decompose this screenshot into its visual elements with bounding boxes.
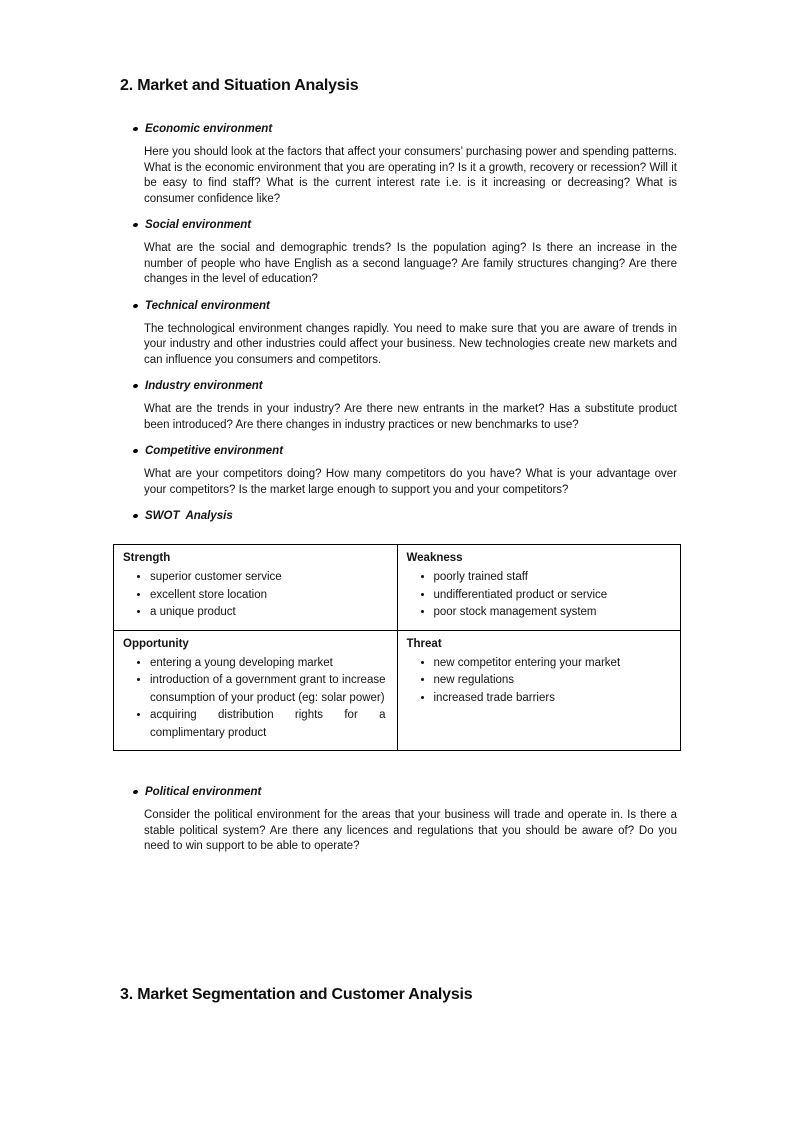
swot-table xyxy=(113,544,681,751)
section-title-label: Political environment xyxy=(145,786,262,798)
list-item: • new competitor entering your market xyxy=(434,655,672,673)
list-item: • superior customer service xyxy=(150,569,388,587)
section-paragraph-technical: The technological environment changes rapidly. You need to make sure that you are aware of trends in your industry and other industries could affect your business. New technologies create new markets and can influence you consumers and competitors. xyxy=(144,322,677,366)
section-title-social xyxy=(133,218,677,232)
section-paragraph-competitive: What are your competitors doing? How many competitors do you have? What is your advantage over your competitors? Is the market large enough to support you and your competitors? xyxy=(144,468,677,496)
list-item: • excellent store location xyxy=(150,587,388,605)
section-title-label: Technical environment xyxy=(145,299,270,312)
list-item: • poor stock management system xyxy=(434,604,672,622)
section-title-political xyxy=(133,785,677,799)
bullet-icon xyxy=(132,126,138,131)
swot-cell-title: Threat xyxy=(406,637,442,650)
section-title-economic xyxy=(133,122,677,136)
swot-cell-title: Weakness xyxy=(406,552,463,564)
section-title-competitive xyxy=(133,444,677,458)
section-title-industry xyxy=(133,379,677,393)
bullet-icon xyxy=(132,383,138,388)
bullet-icon xyxy=(132,222,138,227)
bullet-icon xyxy=(132,448,138,453)
swot-threat-list xyxy=(407,655,672,708)
list-item: • introduction of a government grant to increase consumption of your product (eg: solar power) xyxy=(150,672,388,707)
section-paragraph-political: Consider the political environment for the areas that your business will trade and operate in. Is there a stable political system? Are there any licences and regulations that you should be aware of? Do you need to win support to be able to operate? xyxy=(144,809,677,852)
list-item: • acquiring distribution rights for a complimentary product xyxy=(150,707,388,742)
list-item: • undifferentiated product or service xyxy=(434,587,672,605)
section-title-label: Social environment xyxy=(145,219,252,231)
section-economic xyxy=(120,122,677,207)
section-paragraph-industry: What are the trends in your industry? Are there new entrants in the market? Has a substitute product been introduced? Are there changes in industry practices or new benchmarks to use? xyxy=(144,403,677,431)
section-title-label: Competitive environment xyxy=(145,445,284,457)
swot-cell-weakness xyxy=(397,545,681,631)
section-competitive xyxy=(120,444,677,498)
list-item: • new regulations xyxy=(434,672,672,690)
section-title-swot xyxy=(133,509,677,523)
list-item: • poorly trained staff xyxy=(434,569,672,587)
swot-cell-title: Opportunity xyxy=(123,637,189,650)
document-content xyxy=(120,76,677,1005)
section-title-label: SWOT Analysis xyxy=(145,510,233,522)
section-title-label: Industry environment xyxy=(145,380,263,392)
swot-cell-threat xyxy=(397,630,681,751)
swot-cell-strength xyxy=(114,545,398,631)
list-item: • entering a young developing market xyxy=(150,655,388,673)
section-paragraph-economic: Here you should look at the factors that affect your consumers’ purchasing power and spending patterns. What is the economic environment that you are operating in? Is it a growth, recovery or recession? Will it be easy to find staff? What is the current interest rate i.e. is it increasing or decreasing? What is consumer confidence like? xyxy=(144,146,677,205)
bullet-icon xyxy=(132,303,138,308)
swot-weakness-list xyxy=(407,569,672,622)
section-paragraph-social: What are the social and demographic trends? Is the population aging? Is there an increase in the number of people who have English as a second language? Are family structures changing? Are there changes in the level of education? xyxy=(144,242,677,285)
section-heading-market-situation-analysis: 2. Market and Situation Analysis xyxy=(120,77,359,94)
swot-opportunity-list xyxy=(123,655,388,743)
section-title-label: Economic environment xyxy=(145,123,273,135)
bullet-icon xyxy=(132,789,138,794)
section-social xyxy=(120,218,677,288)
section-swot xyxy=(120,509,677,523)
section-industry xyxy=(120,379,677,433)
swot-strength-list xyxy=(123,569,388,622)
swot-cell-opportunity xyxy=(114,630,398,751)
bullet-icon xyxy=(132,513,138,518)
list-item: • increased trade barriers xyxy=(434,690,672,708)
swot-row-opportunity-threat xyxy=(114,630,681,751)
swot-row-strength-weakness xyxy=(114,545,681,631)
swot-cell-title: Strength xyxy=(123,552,171,564)
list-item: • a unique product xyxy=(150,604,388,622)
section-technical xyxy=(120,299,677,369)
section-political xyxy=(120,785,677,855)
section-heading-market-segmentation: 3. Market Segmentation and Customer Analysis xyxy=(120,985,473,1003)
section-title-technical xyxy=(133,299,677,313)
